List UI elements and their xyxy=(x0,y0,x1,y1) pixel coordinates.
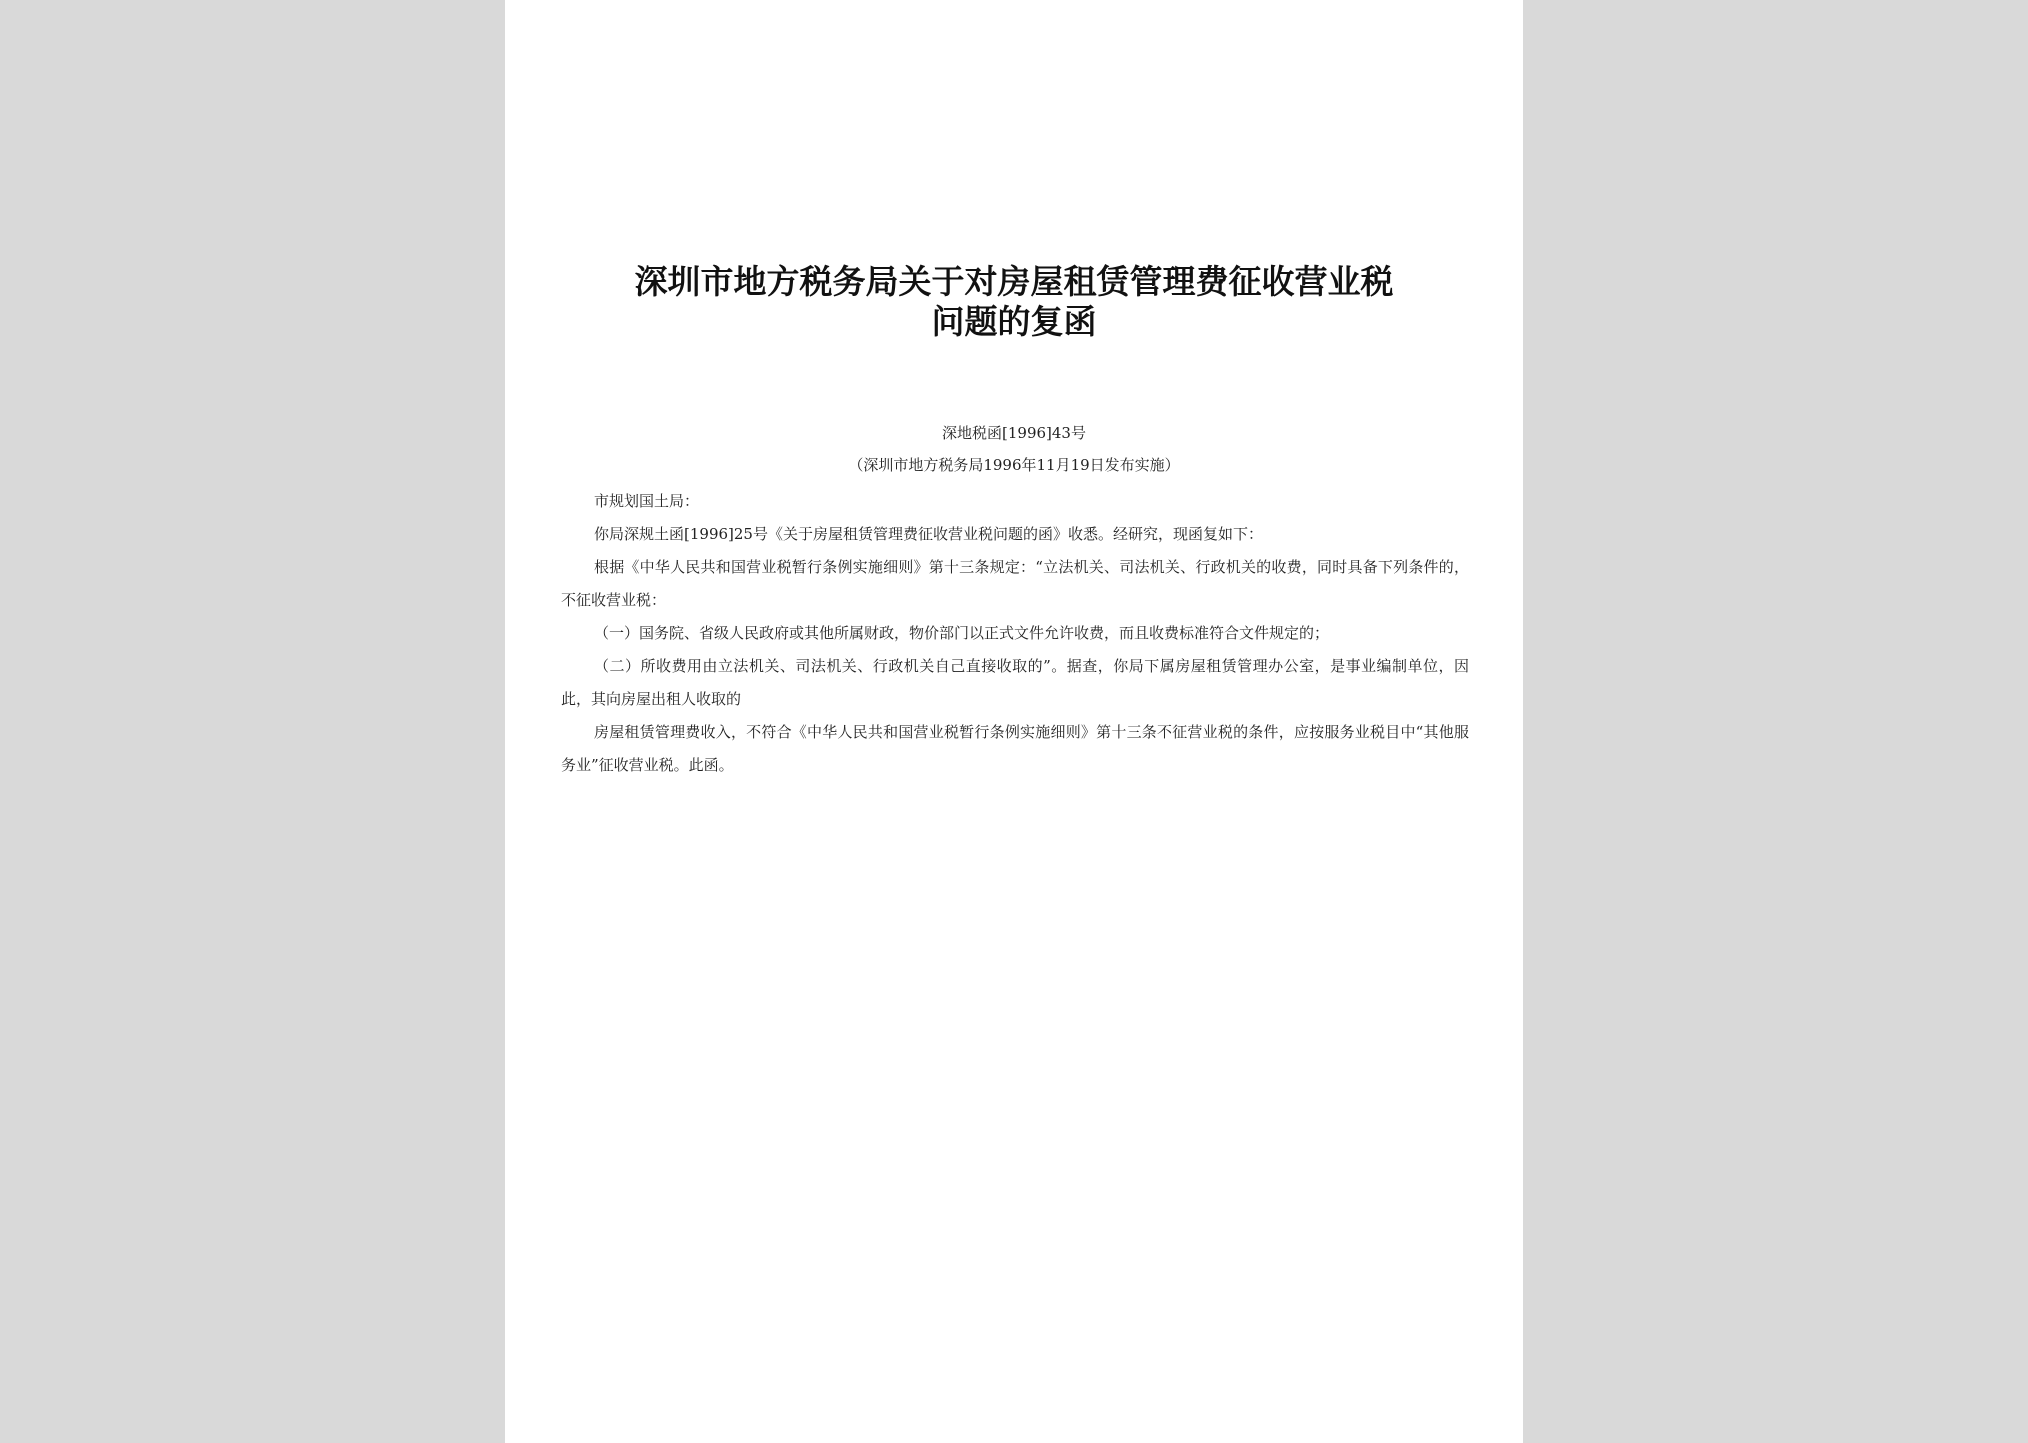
document-number: 深地税函[1996]43号 xyxy=(942,424,1086,442)
issue-info: （深圳市地方税务局1996年11月19日发布实施） xyxy=(848,456,1180,474)
paragraph-4: （二）所收费用由立法机关、司法机关、行政机关自己直接收取的”。据查，你局下属房屋租赁管理办公室，是事业编制单位，因此，其向房屋出租人收取的 xyxy=(561,657,1469,708)
salutation: 市规划国土局： xyxy=(594,492,700,510)
paragraph-1: 你局深规土函[1996]25号《关于房屋租赁管理费征收营业税问题的函》收悉。经研究，现函复如下： xyxy=(594,525,1263,543)
document-title xyxy=(505,262,1523,342)
document-body xyxy=(561,485,1469,782)
paragraph-2: 根据《中华人民共和国营业税暂行条例实施细则》第十三条规定：“立法机关、司法机关、行政机关的收费，同时具备下列条件的，不征收营业税： xyxy=(561,558,1469,609)
paragraph-3: （一）国务院、省级人民政府或其他所属财政，物价部门以正式文件允许收费，而且收费标准符合文件规定的； xyxy=(594,624,1330,642)
title-line-2: 问题的复函 xyxy=(931,302,1097,341)
title-line-1: 深圳市地方税务局关于对房屋租赁管理费征收营业税 xyxy=(634,262,1394,301)
paragraph-5: 房屋租赁管理费收入，不符合《中华人民共和国营业税暂行条例实施细则》第十三条不征营业税的条件，应按服务业税目中“其他服务业”征收营业税。此函。 xyxy=(561,723,1469,774)
document-page xyxy=(505,0,1523,1443)
